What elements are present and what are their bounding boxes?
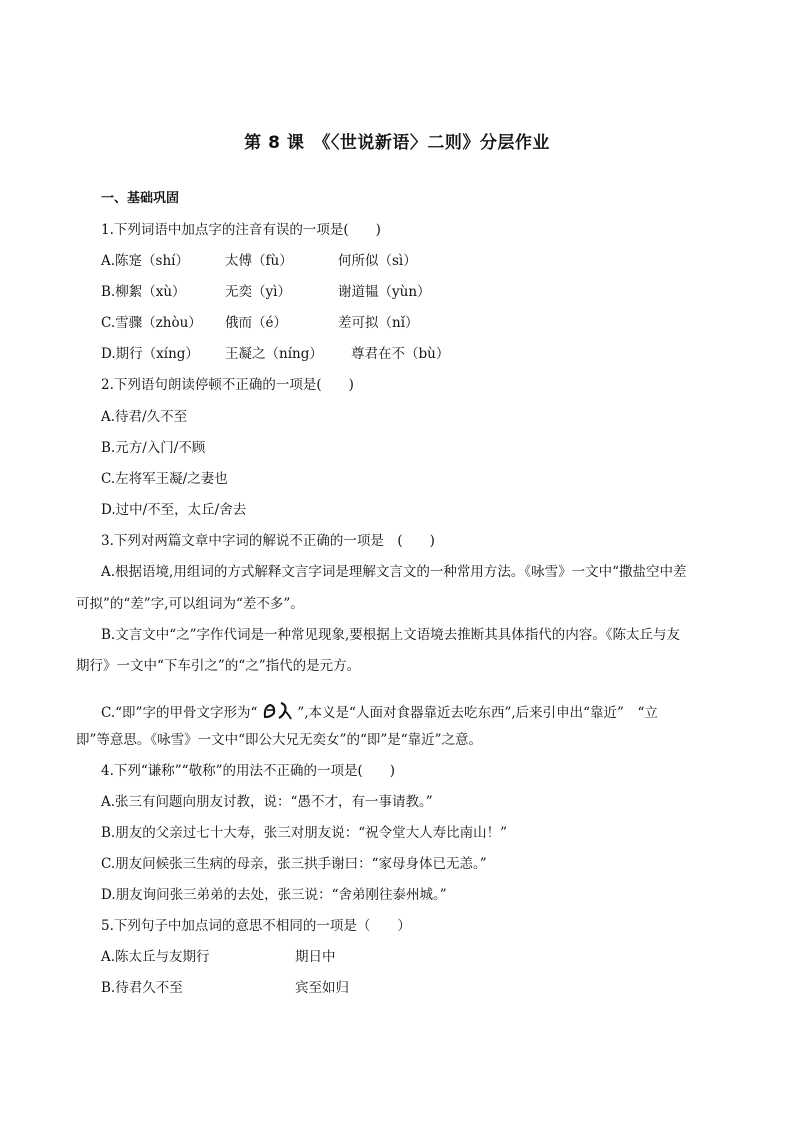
q1-a-1: A.陈寔（shí）: [101, 253, 189, 269]
q1-d-2: 王凝之（níng）: [225, 346, 323, 362]
page-title: 第 8 课 《〈世说新语〉二则》分层作业: [244, 133, 550, 153]
q5-row-b: [101, 979, 349, 997]
q1-b-3: 谢道韫（yùn）: [338, 284, 431, 300]
oracle-bone-glyph-icon: [259, 699, 295, 721]
q5-b-1: B.待君久不至: [101, 980, 183, 996]
q1-a-3: 何所似（sì）: [338, 253, 417, 269]
q1-c-2: 俄而（é）: [225, 315, 287, 331]
q4-option-a: A.张三有问题向朋友讨教，说：“愚不才，有一事请教。”: [101, 794, 433, 810]
q1-row-a: [101, 252, 417, 270]
q4-option-c: C.朋友问候张三生病的母亲，张三拱手谢曰：“家母身体已无恙。”: [101, 856, 487, 872]
q3-a-line1: A.根据语境,用组词的方式解释文言字词是理解文言文的一种常用方法。《咏雪》一文中“撒盐空中差: [101, 564, 687, 580]
q2-option-c: C.左将军王凝/之妻也: [101, 471, 228, 487]
q1-b-2: 无奕（yì）: [225, 284, 291, 300]
q5-a-1: A.陈太丘与友期行: [101, 949, 210, 965]
section-heading: 一、基础巩固: [101, 191, 180, 206]
q1-c-1: C.雪骤（zhòu）: [101, 315, 202, 331]
q3-c-line2: 即”等意思。《咏雪》一文中“即公大兄无奕女”的“即”是“靠近”之意。: [76, 732, 483, 748]
q1-row-b: [101, 283, 431, 301]
q1-d-3: 尊君在不（bù）: [351, 346, 450, 362]
q1-c-3: 差可拟（nǐ）: [338, 315, 419, 331]
q3-stem: 3.下列对两篇文章中字词的解说不正确的一项是 ( ): [101, 533, 435, 549]
q5-a-2: 期日中: [295, 949, 336, 965]
q1-row-d: [101, 345, 449, 363]
q2-option-b: B.元方/入门/不顾: [101, 440, 206, 456]
q2-option-d: D.过中/不至，太丘/舍去: [101, 502, 247, 518]
q3-c-suffix: ”,本义是“人面对食器靠近去吃东西”,后来引申出“靠近” “立: [297, 705, 658, 721]
q3-c-prefix: C.“即”字的甲骨文字形为“: [101, 705, 258, 721]
q1-b-1: B.柳絮（xù）: [101, 284, 186, 300]
q4-stem: 4.下列“谦称”“敬称”的用法不正确的一项是( ): [101, 763, 396, 779]
q2-option-a: A.待君/久不至: [101, 409, 188, 425]
q1-a-2: 太傅（fù）: [225, 253, 293, 269]
q3-a-line2: 可拟”的“差”字,可以组词为“差不多”。: [76, 596, 304, 612]
q1-stem: 1.下列词语中加点字的注音有误的一项是( ): [101, 222, 381, 238]
q5-b-2: 宾至如归: [295, 980, 349, 996]
q2-stem: 2.下列语句朗读停顿不正确的一项是( ): [101, 377, 354, 393]
q4-option-d: D.朋友询问张三弟弟的去处，张三说：“舍弟刚往泰州城。”: [101, 887, 447, 903]
q3-b-line2: 期行》一文中“下车引之”的“之”指代的是元方。: [76, 658, 361, 674]
q5-stem: 5.下列句子中加点词的意思不相同的一项是（ ）: [101, 918, 411, 934]
q1-row-c: [101, 314, 419, 332]
q4-option-b: B.朋友的父亲过七十大寿，张三对朋友说：“祝令堂大人寿比南山！”: [101, 825, 508, 841]
q1-d-1: D.期行（xíng）: [101, 346, 199, 362]
q3-c-line1: [101, 699, 658, 722]
q3-b-line1: B.文言文中“之”字作代词是一种常见现象,要根据上文语境去推断其具体指代的内容。《陈太丘与友: [101, 627, 681, 643]
q5-row-a: [101, 948, 336, 966]
